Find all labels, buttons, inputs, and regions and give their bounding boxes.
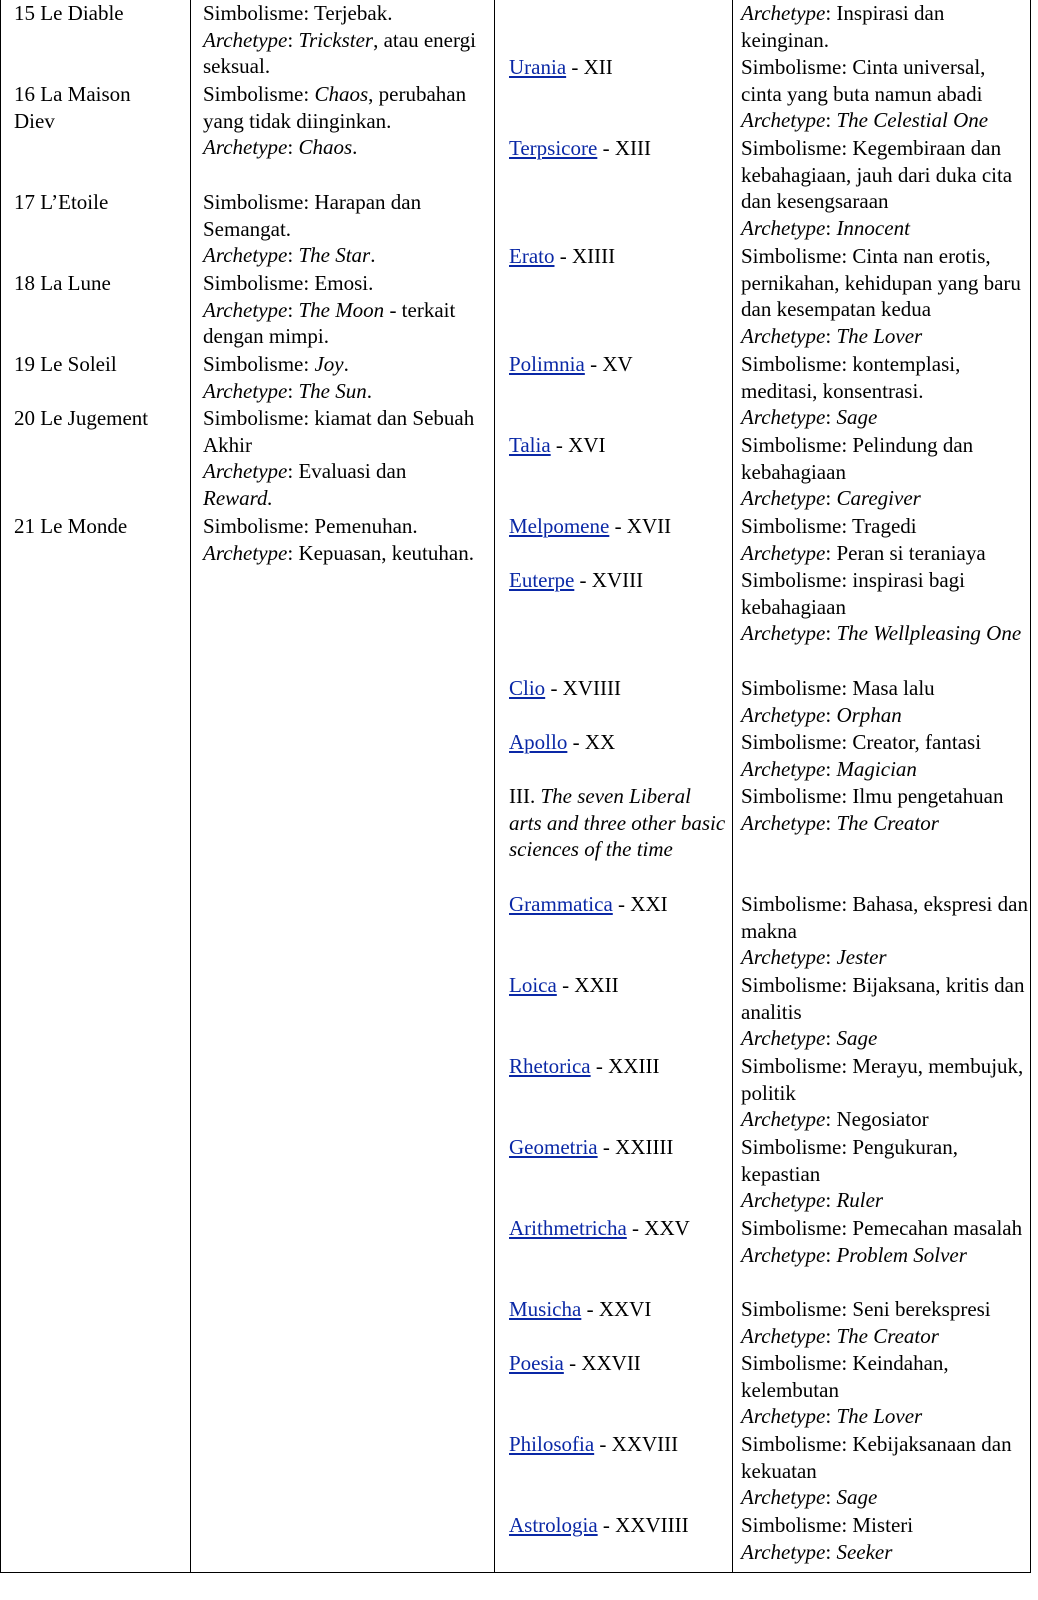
table-row: Simbolisme: Pelindung dan kebahagiaan Archetype: Caregiver — [741, 433, 974, 511]
link-arithmetricha[interactable]: Arithmetricha — [509, 1216, 627, 1240]
table-row: Apollo - XX — [509, 730, 616, 754]
table-row: Musicha - XXVI — [509, 1297, 652, 1321]
link-euterpe[interactable]: Euterpe — [509, 568, 575, 592]
table-row: Simbolisme: Misteri Archetype: Seeker — [741, 1513, 914, 1564]
table-row: Talia - XVI — [509, 433, 606, 457]
table-row: Clio - XVIIII — [509, 676, 621, 700]
link-geometria[interactable]: Geometria — [509, 1135, 598, 1159]
link-erato[interactable]: Erato — [509, 244, 555, 268]
table-row: Simbolisme: kiamat dan Sebuah Akhir Archetype: Evaluasi dan Reward. — [203, 406, 475, 510]
table-row: Simbolisme: Cinta universal, cinta yang buta namun abadi Archetype: The Celestial One — [741, 55, 989, 133]
table-row: Simbolisme: Bijaksana, kritis dan analitis Archetype: Sage — [741, 973, 1025, 1051]
link-polimnia[interactable]: Polimnia — [509, 352, 585, 376]
table-row: Simbolisme: inspirasi bagi kebahagiaan Archetype: The Wellpleasing One — [741, 568, 1022, 646]
table-row: Simbolisme: Kegembiraan dan kebahagiaan, jauh dari duka cita dan kesengsaraan Archetype: Innocent — [741, 136, 1013, 240]
table-row: Simbolisme: Seni berekspresi Archetype: The Creator — [741, 1297, 991, 1348]
table-row: Simbolisme: Tragedi Archetype: Peran si teraniaya — [741, 514, 986, 565]
table-row: 17 L’Etoile — [14, 190, 109, 214]
table-row: 18 La Lune — [14, 271, 111, 295]
link-grammatica[interactable]: Grammatica — [509, 892, 613, 916]
link-clio[interactable]: Clio — [509, 676, 546, 700]
table-row: 21 Le Monde — [14, 514, 128, 538]
table-row: Simbolisme: Joy. Archetype: The Sun. — [203, 352, 372, 403]
link-astrologia[interactable]: Astrologia — [509, 1513, 598, 1537]
table-row: Poesia - XXVII — [509, 1351, 641, 1375]
table-row: Simbolisme: Ilmu pengetahuan Archetype: The Creator — [741, 784, 1004, 835]
section-heading: III. The seven Liberal arts and three other basic sciences of the time — [509, 784, 726, 862]
table-row: Simbolisme: Chaos, perubahan yang tidak diinginkan. Archetype: Chaos. — [203, 82, 467, 160]
table-row: Simbolisme: Kebijaksanaan dan kekuatan Archetype: Sage — [741, 1432, 1012, 1510]
table-row: Rhetorica - XXIII — [509, 1054, 660, 1078]
table-row: Simbolisme: Harapan dan Semangat. Archetype: The Star. — [203, 190, 422, 268]
table-row: Simbolisme: Masa lalu Archetype: Orphan — [741, 676, 935, 727]
table-row: Simbolisme: Bahasa, ekspresi dan makna Archetype: Jester — [741, 892, 1028, 970]
table-row: Simbolisme: Terjebak. Archetype: Trickster, atau energi seksual. — [203, 1, 476, 79]
table-row: Urania - XII — [509, 55, 613, 79]
table-row: Simbolisme: Pemecahan masalah Archetype: Problem Solver — [741, 1216, 1023, 1267]
table-row: Simbolisme: Merayu, membujuk, politik Archetype: Negosiator — [741, 1054, 1024, 1132]
table-row: 15 Le Diable — [14, 1, 124, 25]
table-row: Simbolisme: Cinta nan erotis, pernikahan, kehidupan yang baru dan kesempatan kedua Archetype: The Lover — [741, 244, 1021, 348]
table-border-bottom — [0, 1572, 1031, 1573]
table-row: Melpomene - XVII — [509, 514, 672, 538]
link-musicha[interactable]: Musicha — [509, 1297, 582, 1321]
link-loica[interactable]: Loica — [509, 973, 557, 997]
table-border-col1 — [190, 0, 191, 1573]
link-talia[interactable]: Talia — [509, 433, 551, 457]
table-row: Geometria - XXIIII — [509, 1135, 674, 1159]
table-border-right — [1030, 0, 1031, 1573]
table-row: Arithmetricha - XXV — [509, 1216, 690, 1240]
table-row: Grammatica - XXI — [509, 892, 668, 916]
link-melpomene[interactable]: Melpomene — [509, 514, 610, 538]
table-row: Loica - XXII — [509, 973, 619, 997]
link-poesia[interactable]: Poesia — [509, 1351, 564, 1375]
link-terpsicore[interactable]: Terpsicore — [509, 136, 598, 160]
table-row: Terpsicore - XIII — [509, 136, 651, 160]
table-row: Simbolisme: Creator, fantasi Archetype: Magician — [741, 730, 982, 781]
table-row: Euterpe - XVIII — [509, 568, 644, 592]
table-row: Philosofia - XXVIII — [509, 1432, 679, 1456]
link-rhetorica[interactable]: Rhetorica — [509, 1054, 591, 1078]
table-border-col3 — [732, 0, 733, 1573]
table-row: Simbolisme: Keindahan, kelembutan Archetype: The Lover — [741, 1351, 949, 1429]
table-row: Astrologia - XXVIIII — [509, 1513, 689, 1537]
table-row: Simbolisme: Pemenuhan. Archetype: Kepuasan, keutuhan. — [203, 514, 474, 565]
table-border-left — [0, 0, 1, 1573]
link-apollo[interactable]: Apollo — [509, 730, 568, 754]
table-border-col2 — [494, 0, 495, 1573]
table-row: Polimnia - XV — [509, 352, 633, 376]
table-row: 19 Le Soleil — [14, 352, 117, 376]
table-row: 20 Le Jugement — [14, 406, 149, 430]
table-row: Simbolisme: kontemplasi, meditasi, konsentrasi. Archetype: Sage — [741, 352, 961, 430]
table-row: Simbolisme: Pengukuran, kepastian Archetype: Ruler — [741, 1135, 958, 1213]
table-row: 16 La Maison Diev — [14, 82, 131, 133]
link-urania[interactable]: Urania — [509, 55, 567, 79]
table-row: Simbolisme: Emosi. Archetype: The Moon - terkait dengan mimpi. — [203, 271, 456, 349]
table-row: Archetype: Inspirasi dan keinginan. — [741, 1, 945, 52]
table-row: Erato - XIIII — [509, 244, 616, 268]
link-philosofia[interactable]: Philosofia — [509, 1432, 595, 1456]
